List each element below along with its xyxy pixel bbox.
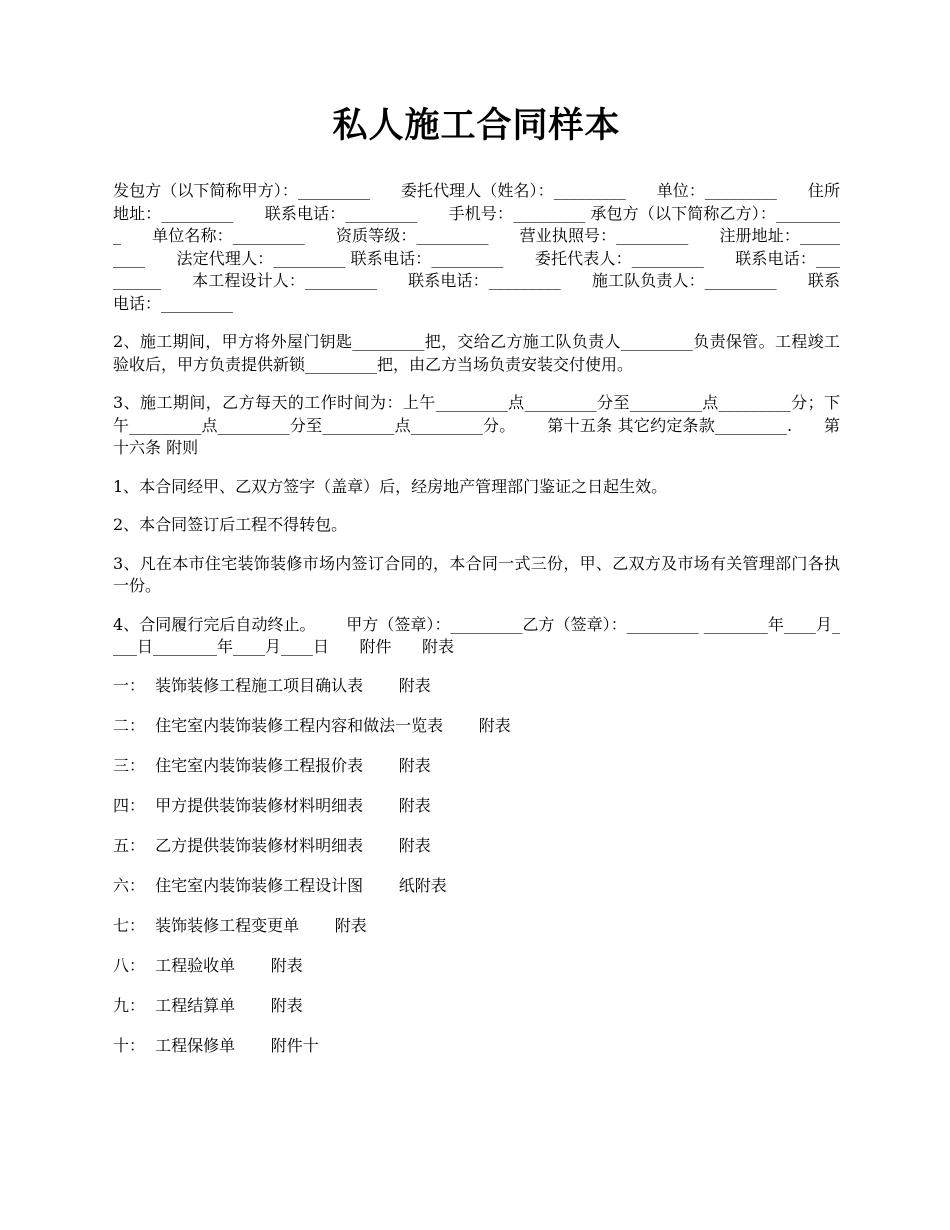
- attachment-item: 四： 甲方提供装饰装修材料明细表 附表: [113, 795, 431, 815]
- attachment-item: 二： 住宅室内装饰装修工程内容和做法一览表 附表: [113, 715, 511, 735]
- attachment-item: 九： 工程结算单 附表: [113, 996, 303, 1016]
- working-hours-paragraph: 3、施工期间，乙方每天的工作时间为：上午_________点_________分至_________点_________分；下午_________点_________分至_________点_________分。 第十五条 其它约定条款_________. 第十六条 附则: [113, 393, 840, 457]
- attachment-item: 三： 住宅室内装饰装修工程报价表 附表: [113, 755, 431, 775]
- termination-signature-paragraph: 4、合同履行完后自动终止。 甲方（签章）：_________乙方（签章）：_________ ________年____月____日________年____月____日 附件 附表: [113, 614, 840, 656]
- attachment-item: 七： 装饰装修工程变更单 附表: [113, 916, 367, 936]
- attachment-item: 十： 工程保修单 附件十: [113, 1036, 319, 1056]
- no-subcontract-paragraph: 2、本合同签订后工程不得转包。: [113, 515, 348, 534]
- attachment-item: 五： 乙方提供装饰装修材料明细表 附表: [113, 835, 431, 855]
- party-info-paragraph: 发包方（以下简称甲方）：_________ 委托代理人（姓名）：_________ 单位：_________ 住所地址：_________ 联系电话：_________ 手机号：_________ 承包方（以下简称乙方）：_________ 单位名称：_________ 资质等级：_________ 营业执照号：_________ 注册地址：_________ 法定代理人：_________ 联系电话：_________ 委托代表人：_________ 联系电话：_________ 本工程设计人：_________ 联系电话：_________ 施工队负责人：_________ 联系电话：_________: [113, 181, 840, 313]
- document-page: [113, 105, 840, 1075]
- document-title: 私人施工合同样本: [332, 105, 621, 146]
- attachment-item: 八： 工程验收单 附表: [113, 956, 303, 976]
- copies-paragraph: 3、凡在本市住宅装饰装修市场内签订合同的，本合同一式三份，甲、乙双方及市场有关管理部门各执一份。: [113, 553, 840, 595]
- attachment-item: 一： 装饰装修工程施工项目确认表 附表: [113, 675, 431, 695]
- attachment-list: [113, 675, 840, 1058]
- effective-clause-paragraph: 1、本合同经甲、乙双方签字（盖章）后，经房地产管理部门鉴证之日起生效。: [113, 476, 668, 496]
- key-handover-paragraph: 2、施工期间，甲方将外屋门钥匙_________把，交给乙方施工队负责人_________负责保管。工程竣工验收后，甲方负责提供新锁_________把，由乙方当场负责安装交付使用。: [113, 332, 840, 374]
- attachment-item: 六： 住宅室内装饰装修工程设计图 纸附表: [113, 875, 447, 895]
